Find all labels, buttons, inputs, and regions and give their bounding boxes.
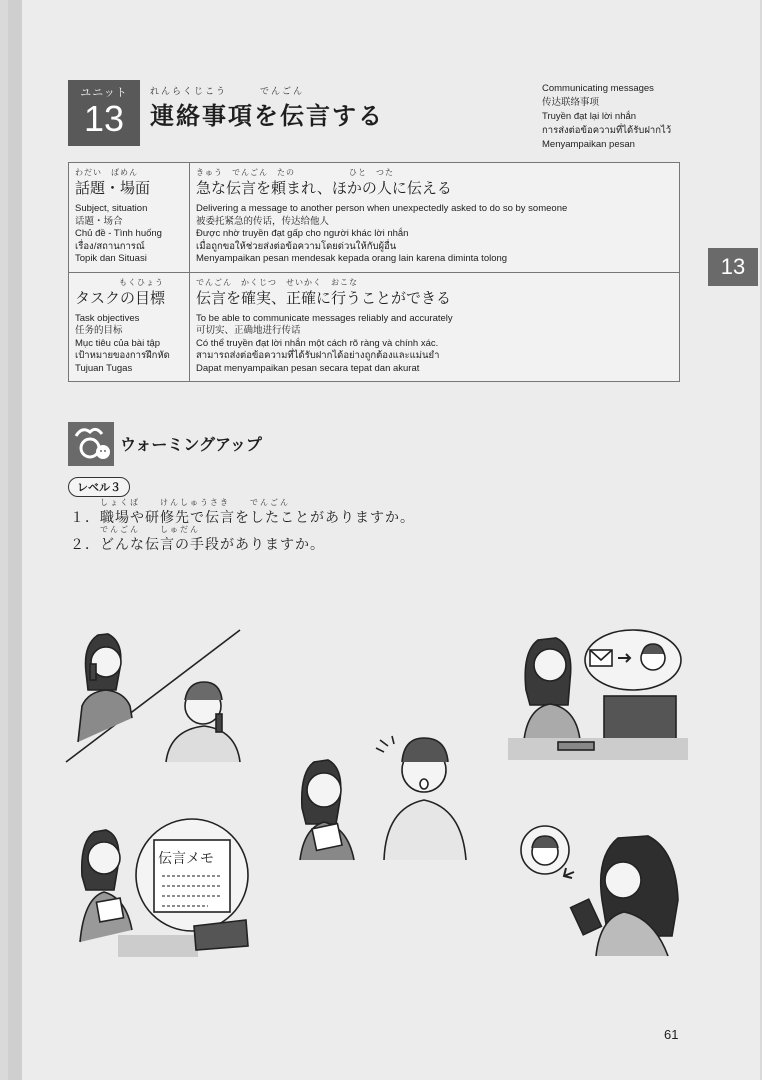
warmup-title: ウォーミングアップ (120, 435, 262, 454)
content-translation: Được nhờ truyền đạt gấp cho người khác lời nhắn (196, 228, 409, 239)
content-translation: 可切实、正确地进行传话 (196, 325, 301, 336)
unit-label: ユニット (80, 86, 128, 99)
content-translation: Menyampaikan pesan mendesak kepada orang lain karena diminta tolong (196, 253, 508, 264)
page-number: 61 (664, 1027, 679, 1042)
label-translation: 任务的目标 (75, 325, 123, 336)
label-translation: Chủ đề - Tình huống (75, 228, 162, 239)
content-translation: Delivering a message to another person when unexpectedly asked to do so by someone (196, 203, 568, 214)
label-ruby: もくひょう (119, 277, 164, 287)
illustrations (8, 0, 760, 1080)
row-label: 話題・場面 (75, 179, 151, 197)
textbook-page (8, 0, 760, 1080)
label-translation: Topik dan Situasi (75, 253, 147, 264)
memo-label: 伝言メモ (158, 851, 214, 867)
label-translation: Tujuan Tugas (75, 362, 133, 374)
row-content: 急な伝言を頼まれ、ほかの人に伝える (196, 179, 452, 197)
translation-zh: 传达联络事项 (542, 97, 600, 108)
label-translation: 话题・场合 (75, 215, 123, 227)
translation-en: Communicating messages (542, 83, 654, 94)
content-translation: Có thể truyền đạt lời nhắn một cách rõ ràng và chính xác. (196, 337, 439, 349)
memo-illustration (80, 819, 248, 957)
title-ruby: れんらくじこう でんごん (150, 87, 305, 97)
label-translation: Task objectives (75, 312, 140, 324)
content-translation: To be able to communicate messages reliably and accurately (196, 312, 453, 324)
question-text: ２．どんな伝言の手段がありますか。 (70, 537, 325, 553)
email-illustration (508, 630, 688, 760)
level-badge: レベル３ (68, 477, 130, 497)
question-ruby: でんごん しゅだん (100, 525, 200, 534)
label-translation: Mục tiêu của bài tập (75, 337, 161, 349)
row-label: タスクの目標 (75, 288, 166, 307)
label-ruby: わだい ばめん (75, 168, 138, 177)
label-translation: เรื่อง/สถานการณ์ (75, 240, 145, 252)
conversation-illustration (300, 736, 466, 860)
content-translation: 被委托紧急的传话，传达给他人 (196, 215, 330, 227)
translation-vi: Truyền đạt lại lời nhắn (542, 111, 637, 122)
unit-title: 連絡事項を伝言する (150, 102, 384, 130)
row-content: 伝言を確実、正確に行うことができる (196, 288, 452, 307)
content-translation: Dapat menyampaikan pesan secara tepat dan akurat (196, 362, 420, 374)
label-translation: Subject, situation (75, 203, 148, 214)
translation-id: Menyampaikan pesan (542, 139, 635, 150)
smartphone-illustration (521, 826, 678, 956)
label-translation: เป้าหมายของการฝึกหัด (75, 350, 170, 361)
question-text: １．職場や研修先で伝言をしたことがありますか。 (70, 510, 415, 526)
content-ruby: でんごん かくじつ せいかく おこな (196, 277, 358, 287)
translation-th: การส่งต่อข้อความที่ได้รับฝากไว้ (542, 125, 672, 136)
unit-number: 13 (83, 98, 125, 139)
question-ruby: しょくば けんしゅうさき でんごん (100, 498, 290, 507)
phone-call-illustration (66, 630, 240, 762)
chapter-side-tab: 13 (708, 248, 758, 286)
content-translation: สามารถส่งต่อข้อความที่ได้รับฝากได้อย่างถูกต้องและแม่นยำ (196, 350, 440, 361)
content-ruby: きゅう でんごん たの ひと つた (196, 168, 394, 177)
content-translation: เมื่อถูกขอให้ช่วยส่งต่อข้อความโดยด่วนให้กับผู้อื่น (196, 240, 397, 252)
